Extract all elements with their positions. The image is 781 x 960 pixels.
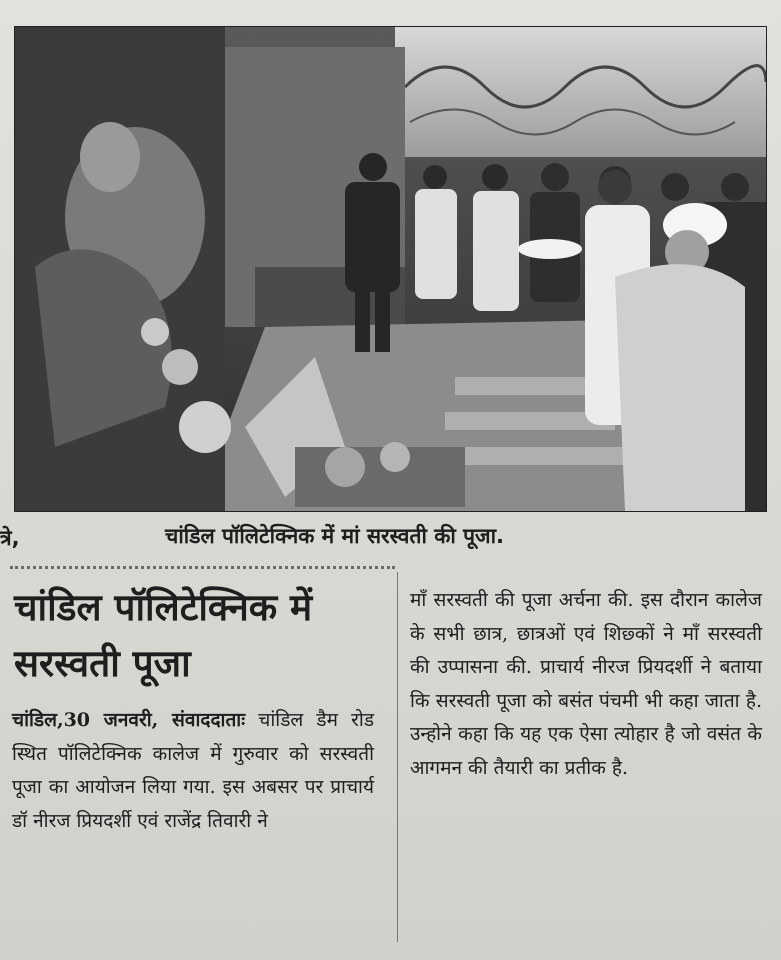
article-body-left: चांडिल डैम रोड स्थित पॉलिटेक्निक कालेज में गुरुवार को सरस्वती पूजा का आयोजन लिया गया. इस अबसर पर प्राचार्य डॉ नीरज प्रियदर्शी एवं राजेंद्र तिवारी ने — [12, 709, 374, 832]
news-photo — [14, 26, 767, 512]
column-divider — [397, 572, 398, 942]
photo-caption: चांडिल पॉलिटेक्निक में मां सरस्वती की पूजा. — [165, 524, 504, 548]
dotted-divider — [10, 566, 395, 569]
dateline: चांडिल,30 जनवरी, संवाददाताः — [12, 709, 246, 731]
headline — [14, 580, 384, 692]
caption-fragment: त्रे, — [0, 526, 20, 550]
article-column-left — [12, 704, 374, 838]
headline-line-1: चांडिल पॉलिटेक्निक में — [14, 586, 313, 629]
headline-line-2: सरस्वती पूजा — [14, 642, 191, 685]
article-column-right — [410, 584, 762, 785]
article-body-right: माँ सरस्वती की पूजा अर्चना की. इस दौरान कालेज के सभी छात्र, छात्रओं एवं शिछ्कों ने माँ सरस्वती की उप्पासना की. प्राचार्य नीरज प्रियदर्शी ने बताया कि सरस्वती पूजा को बसंत पंचमी भी कहा जाता है. उन्होने कहा कि यह एक ऐसा त्योहार है जो वसंत के आगमन की तैयारी का प्रतीक है. — [410, 589, 762, 779]
